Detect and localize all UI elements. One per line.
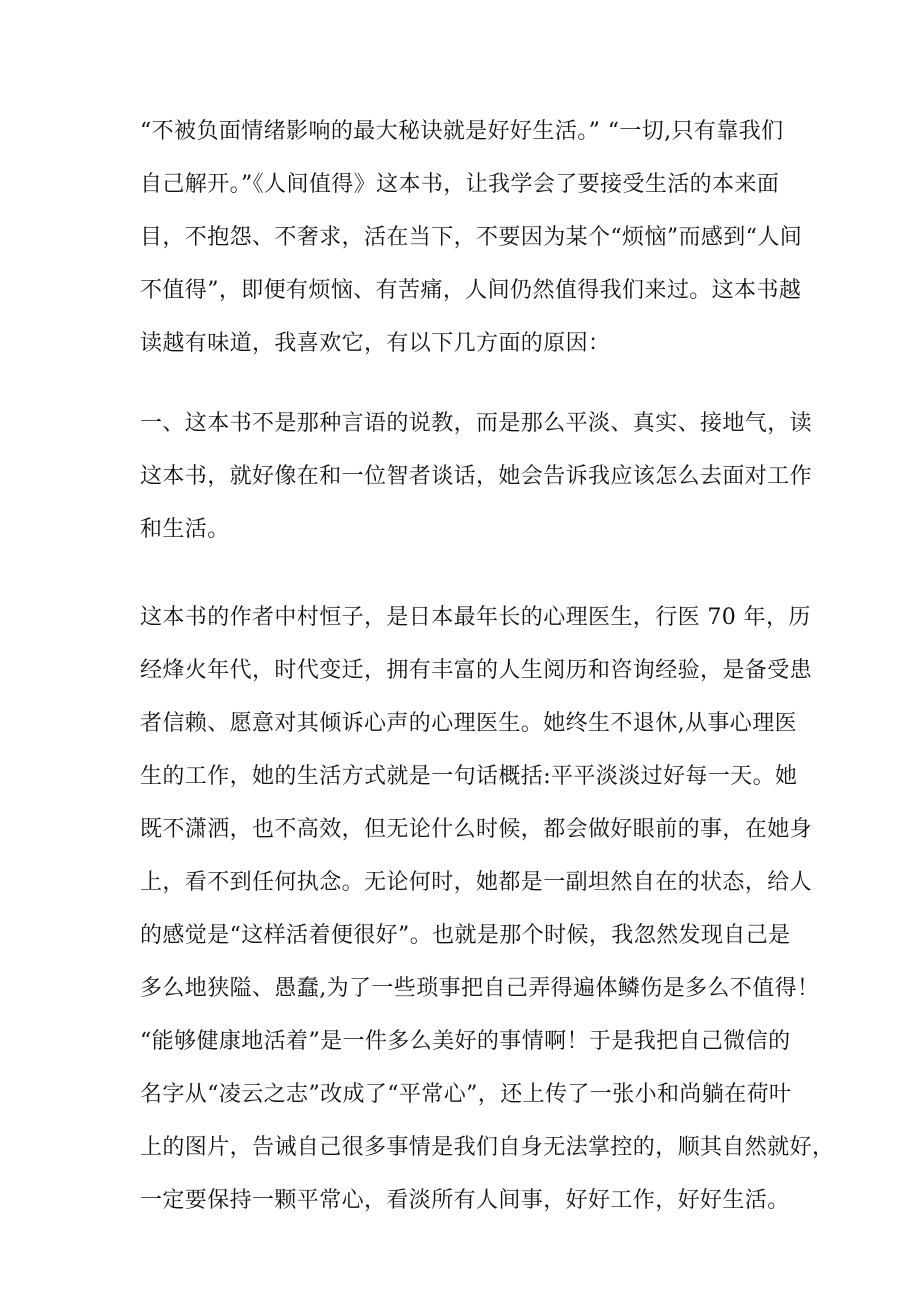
text-line: 者信赖、愿意对其倾诉心声的心理医生。她终生不退休,从事心理医 (140, 711, 797, 736)
text-line: “能够健康地活着”是一件多么美好的事情啊！于是我把自己微信的 (140, 1029, 791, 1054)
text-line: 既不潇洒，也不高效，但无论什么时候，都会做好眼前的事，在她身 (140, 817, 813, 842)
text-line: 生的工作，她的生活方式就是一句话概括:平平淡淡过好每一天。她 (140, 764, 798, 789)
text-line: 这本书，就好像在和一位智者谈话，她会告诉我应该怎么去面对工作 (140, 464, 813, 489)
text-line: 不值得”，即便有烦恼、有苦痛，人间仍然值得我们来过。这本书越 (140, 278, 802, 303)
text-line: 上的图片，告诫自己很多事情是我们自身无法掌控的，顺其自然就好， (140, 1135, 835, 1160)
text-line: 读越有味道，我喜欢它，有以下几方面的原因： (140, 331, 611, 356)
text-line: 一定要保持一颗平常心，看淡所有人间事，好好工作，好好生活。 (140, 1188, 790, 1213)
text-line: 自己解开。”《人间值得》这本书，让我学会了要接受生活的本来面 (140, 172, 780, 197)
text-line: 目，不抱怨、不奢求，活在当下，不要因为某个“烦恼”而感到“人间 (140, 225, 803, 250)
text-line: 和生活。 (140, 517, 230, 542)
text-line: 名字从“凌云之志”改成了“平常心”，还上传了一张小和尚躺在荷叶 (140, 1082, 792, 1107)
text-line: 的感觉是“这样活着便很好”。也就是那个时候，我忽然发现自己是 (140, 923, 791, 948)
text-line: 一、这本书不是那种言语的说教，而是那么平淡、真实、接地气，读 (140, 411, 813, 436)
text-line: 经烽火年代，时代变迁，拥有丰富的人生阅历和咨询经验，是备受患 (140, 658, 813, 683)
text-line: 这本书的作者中村恒子，是日本最年长的心理医生，行医 70 年，历 (140, 605, 811, 630)
text-line: 上，看不到任何执念。无论何时，她都是一副坦然自在的状态，给人 (140, 870, 813, 895)
text-line: 多么地狭隘、愚蠢,为了一些琐事把自己弄得遍体鳞伤是多么不值得！ (140, 976, 820, 1001)
text-line: “不被负面情绪影响的最大秘诀就是好好生活。” “一切,只有靠我们 (140, 119, 784, 144)
